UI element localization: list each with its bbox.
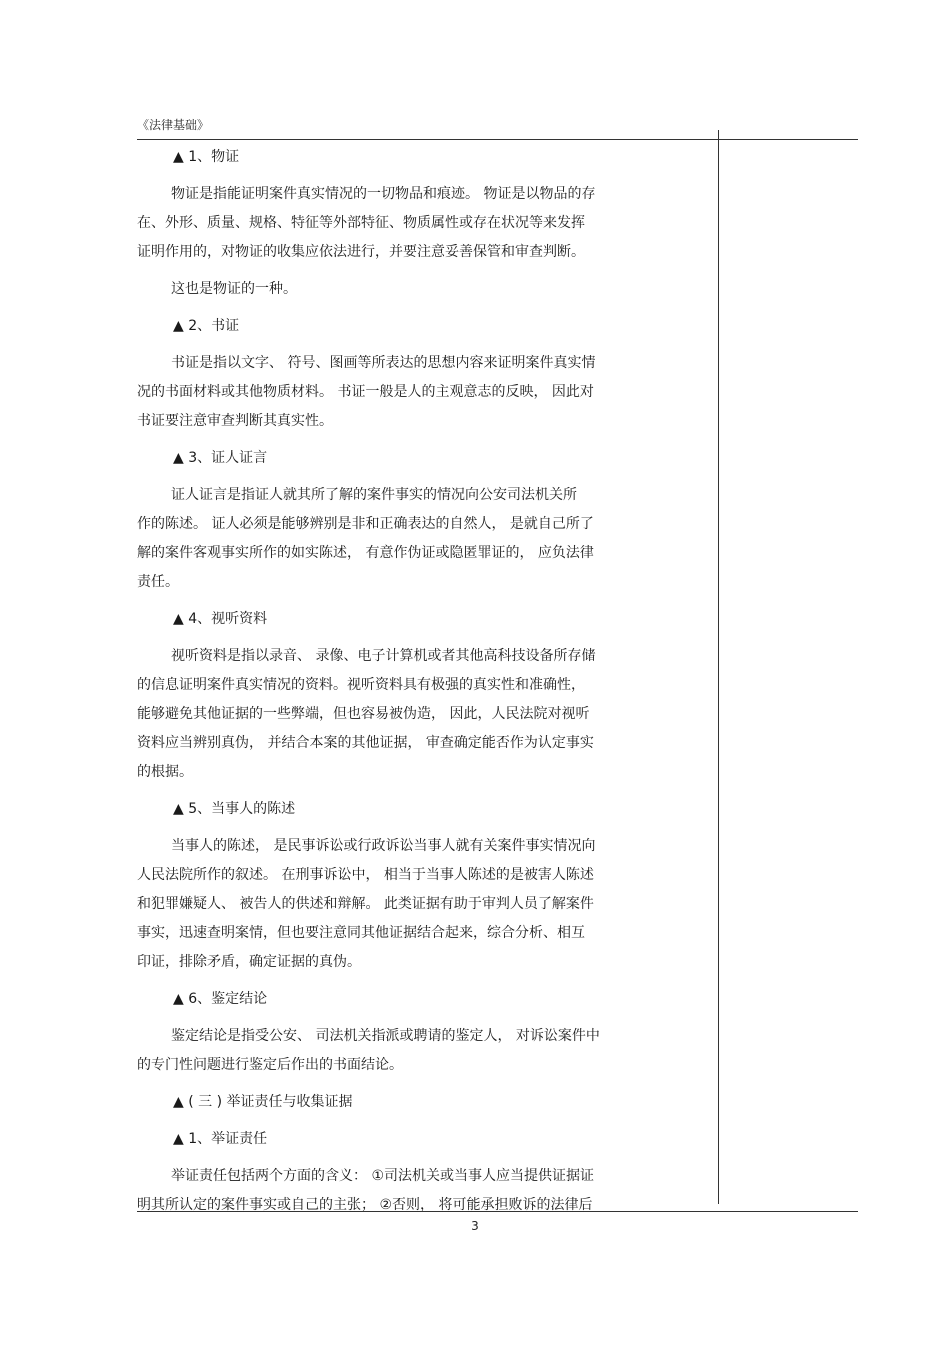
text-line: 解的案件客观事实所作的如实陈述， 有意作伪证或隐匿罪证的， 应负法律 [137,545,594,561]
book-title: 《法律基础》 [137,118,210,132]
paragraph-audiovisual-materials [137,642,667,787]
text-line: 视听资料是指以录音、 录像、电子计算机或者其他高科技设备所存储 [171,648,596,664]
text-line: 作的陈述。 证人必须是能够辨别是非和正确表达的自然人， 是就自己所了 [137,516,594,532]
text-line: 书证是指以文字、 符号、图画等所表达的思想内容来证明案件真实情 [171,355,596,371]
main-text-column [137,143,667,1220]
text-line: 明其所认定的案件事实或自己的主张； ②否则， 将可能承担败诉的法律后 [137,1197,593,1213]
text-line: 证明作用的，对物证的收集应依法进行，并要注意妥善保管和审查判断。 [137,244,585,260]
paragraph-party-statements [137,832,667,977]
section-heading-burden-of-proof: ▲ 1、举证责任 [173,1131,268,1147]
text-line: 鉴定结论是指受公安、 司法机关指派或聘请的鉴定人， 对诉讼案件中 [171,1028,600,1044]
text-line: 能够避免其他证据的一些弊端，但也容易被伪造， 因此，人民法院对视听 [137,706,590,722]
text-line: 在、外形、质量、规格、特征等外部特征、物质属性或存在状况等来发挥 [137,215,585,231]
margin-column-divider [718,130,719,1204]
paragraph-expert-conclusion [137,1022,667,1080]
header-rule [137,139,858,140]
text-line: 况的书面材料或其他物质材料。 书证一般是人的主观意志的反映， 因此对 [137,384,594,400]
paragraph-physical-evidence [137,180,667,267]
paragraph-witness-testimony [137,481,667,597]
paragraph-documentary-evidence [137,349,667,436]
section-heading-party-statements: ▲ 5、当事人的陈述 [173,801,296,817]
footer-rule [137,1211,858,1212]
section-heading-physical-evidence: ▲ 1、物证 [173,149,240,165]
page-number: 3 [471,1219,479,1233]
text-line: 物证是指能证明案件真实情况的一切物品和痕迹。 物证是以物品的存 [171,186,596,202]
text-line: 这也是物证的一种。 [171,281,297,297]
text-line: 的专门性问题进行鉴定后作出的书面结论。 [137,1057,403,1073]
text-line: 证人证言是指证人就其所了解的案件事实的情况向公安司法机关所 [171,487,577,503]
text-line: 责任。 [137,574,179,590]
text-line: 书证要注意审查判断其真实性。 [137,413,333,429]
text-line: 和犯罪嫌疑人、 被告人的供述和辩解。 此类证据有助于审判人员了解案件 [137,896,594,912]
text-line: 举证责任包括两个方面的含义： ①司法机关或当事人应当提供证据证 [171,1168,594,1184]
section-heading-audiovisual-materials: ▲ 4、视听资料 [173,611,268,627]
section-heading-burden-of-proof-and-collection: ▲ ( 三 ) 举证责任与收集证据 [173,1094,353,1110]
text-line: 印证，排除矛盾，确定证据的真伪。 [137,954,361,970]
section-heading-expert-conclusion: ▲ 6、鉴定结论 [173,991,268,1007]
section-heading-witness-testimony: ▲ 3、证人证言 [173,450,268,466]
text-line: 的信息证明案件真实情况的资料。视听资料具有极强的真实性和准确性， [137,677,585,693]
text-line: 的根据。 [137,764,193,780]
text-line: 事实，迅速查明案情，但也要注意同其他证据结合起来，综合分析、相互 [137,925,585,941]
paragraph-physical-evidence-note [137,275,667,304]
text-line: 资料应当辨别真伪， 并结合本案的其他证据， 审查确定能否作为认定事实 [137,735,594,751]
text-line: 当事人的陈述， 是民事诉讼或行政诉讼当事人就有关案件事实情况向 [171,838,596,854]
text-line: 人民法院所作的叙述。 在刑事诉讼中， 相当于当事人陈述的是被害人陈述 [137,867,594,883]
section-heading-documentary-evidence: ▲ 2、书证 [173,318,240,334]
